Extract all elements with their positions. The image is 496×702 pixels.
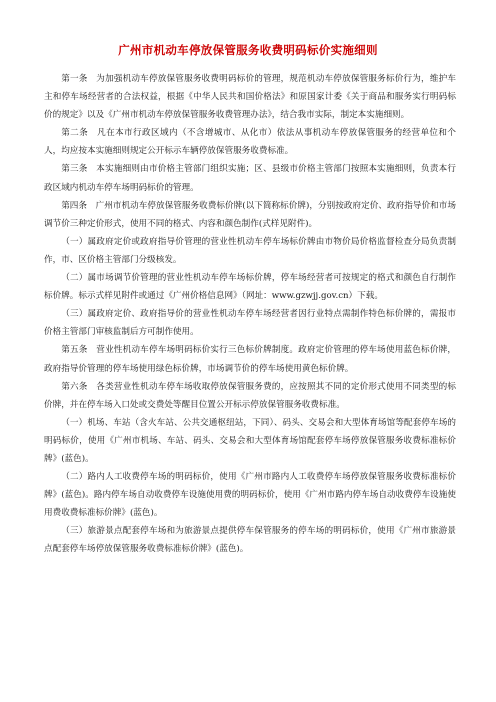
paragraph-article-6-item-2: （二）路内人工收费停车场的明码标价，使用《广州市路内人工收费停车场停放保管服务收费标准标价牌》(蓝色)。路内停车场自动收费停车设施使用费的明码标价，使用《广州市路内停车场自动收费停车设施使用费收费标准标价牌》(蓝色)。 [44,472,456,519]
paragraph-article-6-item-1: （一）机场、车站（含火车站、公共交通枢纽站，下同）、码头、交易会和大型体育场馆等配套停车场的明码标价，使用《广州市机场、车站、码头、交易会和大型体育场馆配套停车场停放保管服务收费标准标价牌》(蓝色)。 [44,417,456,464]
paragraph-article-4-item-3: （三）属政府定价、政府指导价的营业性机动车停车场经营者因行业特点需制作特色标价牌的，需报市价格主管部门审核监制后方可制作使用。 [44,309,456,338]
paragraph-article-6: 第六条 各类营业性机动车停车场收取停放保管服务费的，应按照其不同的定价形式使用不同类型的标价牌，并在停车场入口处或交费处等醒目位置公开标示停放保管服务收费标准。 [44,381,456,410]
document-body [44,70,456,559]
paragraph-article-4-item-1: （一）属政府定价或政府指导价管理的营业性机动车停车场标价牌由市物价局价格监督检查分局负责制作，市、区价格主管部门分级核发。 [44,236,456,265]
paragraph-article-4: 第四条 广州市机动车停放保管服务收费标价牌(以下简称标价牌)，分别按政府定价、政府指导价和市场调节价三种定价形式，使用不同的格式、内容和颜色制作(式样见附件)。 [44,200,456,229]
paragraph-article-1: 第一条 为加强机动车停放保管服务收费明码标价的管理，规范机动车停放保管服务标价行为，维护车主和停车场经营者的合法权益，根据《中华人民共和国价格法》和原国家计委《关于商品和服务实行明码标价的规定》以及《广州市机动车停放保管服务收费管理办法》，结合我市实际，制定本实施细则。 [44,74,456,121]
paragraph-article-2: 第二条 凡在本市行政区域内（不含增城市、从化市）依法从事机动车停放保管服务的经营单位和个人，均应按本实施细则规定公开标示车辆停放保管服务收费标准。 [44,128,456,157]
paragraph-article-6-item-3: （三）旅游景点配套停车场和为旅游景点提供停车保管服务的停车场的明码标价，使用《广州市旅游景点配套停车场停放保管服务收费标准标价牌》(蓝色)。 [44,526,456,555]
paragraph-article-4-item-2: （二）属市场调节价管理的营业性机动车停车场标价牌，停车场经营者可按规定的格式和颜色自行制作标价牌。标示式样见附件或通过《广州价格信息网》（网址：www.gzwjj.gov.cn）下载。 [44,273,456,302]
paragraph-article-5: 第五条 营业性机动车停车场明码标价实行三色标价牌制度。政府定价管理的停车场使用蓝色标价牌，政府指导价管理的停车场使用绿色标价牌，市场调节价的停车场使用黄色标价牌。 [44,345,456,374]
paragraph-article-3: 第三条 本实施细则由市价格主管部门组织实施；区、县级市价格主管部门按照本实施细则，负责本行政区域内机动车停车场明码标价的管理。 [44,164,456,193]
document-title: 广州市机动车停放保管服务收费明码标价实施细则 [118,43,378,57]
